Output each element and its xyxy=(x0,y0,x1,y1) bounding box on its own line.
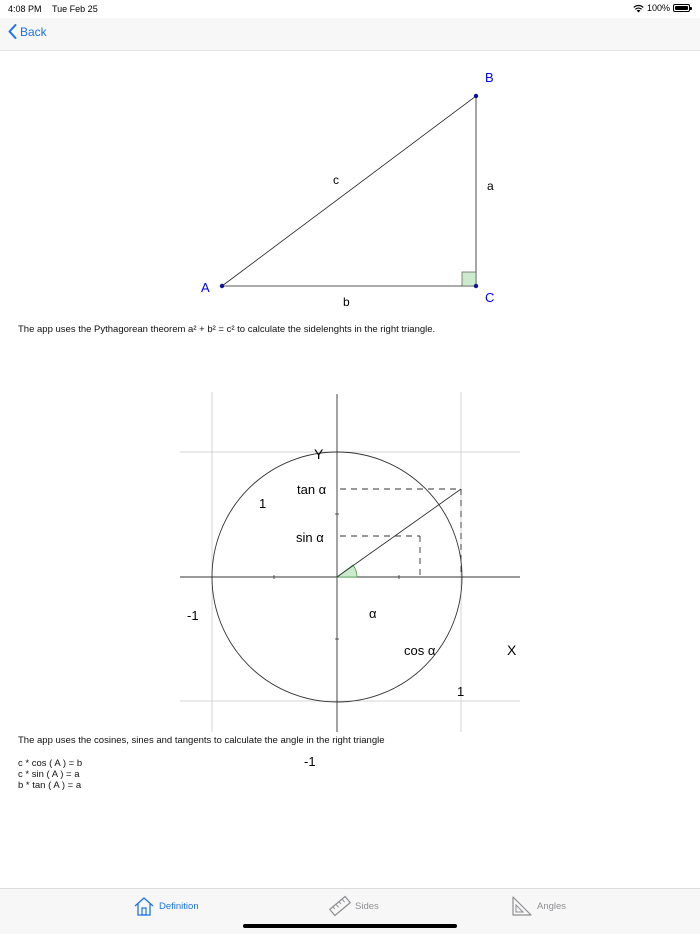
wifi-icon xyxy=(633,4,644,13)
side-b-label: b xyxy=(343,295,350,309)
home-icon xyxy=(133,895,155,917)
x-axis-label: X xyxy=(507,642,517,658)
battery-percent: 100% xyxy=(646,3,670,13)
status-right xyxy=(633,3,690,13)
minus-one-left-label: -1 xyxy=(187,608,199,623)
tab-angles[interactable] xyxy=(511,895,566,917)
vertex-c-label: C xyxy=(485,290,495,305)
ruler-icon xyxy=(329,895,351,917)
vertex-b-label: B xyxy=(485,70,494,85)
battery-icon xyxy=(673,4,690,12)
definition-content xyxy=(0,52,700,888)
right-triangle-diagram xyxy=(0,52,700,322)
status-time: 4:08 PM xyxy=(8,4,42,14)
tab-sides[interactable] xyxy=(329,895,379,917)
formula-sin: c * sin ( A ) = a xyxy=(18,769,80,780)
home-indicator xyxy=(243,924,457,928)
right-angle-marker xyxy=(462,272,476,286)
back-label: Back xyxy=(20,24,47,39)
alpha-label: α xyxy=(369,606,377,621)
pythagoras-description: The app uses the Pythagorean theorem a² + b² = c² to calculate the sidelenghts in the right triangle. xyxy=(18,324,436,335)
trig-description: The app uses the cosines, sines and tangents to calculate the angle in the right triangle xyxy=(18,735,385,746)
tan-alpha-label: tan α xyxy=(297,482,327,497)
formula-list xyxy=(18,758,82,791)
chevron-left-icon xyxy=(8,24,17,39)
side-c-label: c xyxy=(333,173,339,187)
cos-alpha-label: cos α xyxy=(404,643,436,658)
one-top-label: 1 xyxy=(259,496,267,511)
back-button[interactable] xyxy=(8,24,47,39)
formula-cos: c * cos ( A ) = b xyxy=(18,758,83,769)
formula-tan: b * tan ( A ) = a xyxy=(18,780,82,791)
side-a-label: a xyxy=(487,179,494,193)
one-right-label: 1 xyxy=(457,684,465,699)
vertex-a-label: A xyxy=(201,280,210,295)
status-date: Tue Feb 25 xyxy=(52,4,98,14)
tab-sides-label: Sides xyxy=(355,900,379,912)
tab-definition[interactable] xyxy=(133,895,199,917)
set-square-icon xyxy=(511,895,533,917)
status-bar xyxy=(0,0,700,18)
sin-alpha-label: sin α xyxy=(296,530,324,545)
y-axis-label: Y xyxy=(314,446,324,462)
tab-definition-label: Definition xyxy=(159,900,199,912)
navigation-bar xyxy=(0,18,700,51)
minus-one-bottom-label: -1 xyxy=(304,754,316,769)
tab-angles-label: Angles xyxy=(537,900,567,912)
